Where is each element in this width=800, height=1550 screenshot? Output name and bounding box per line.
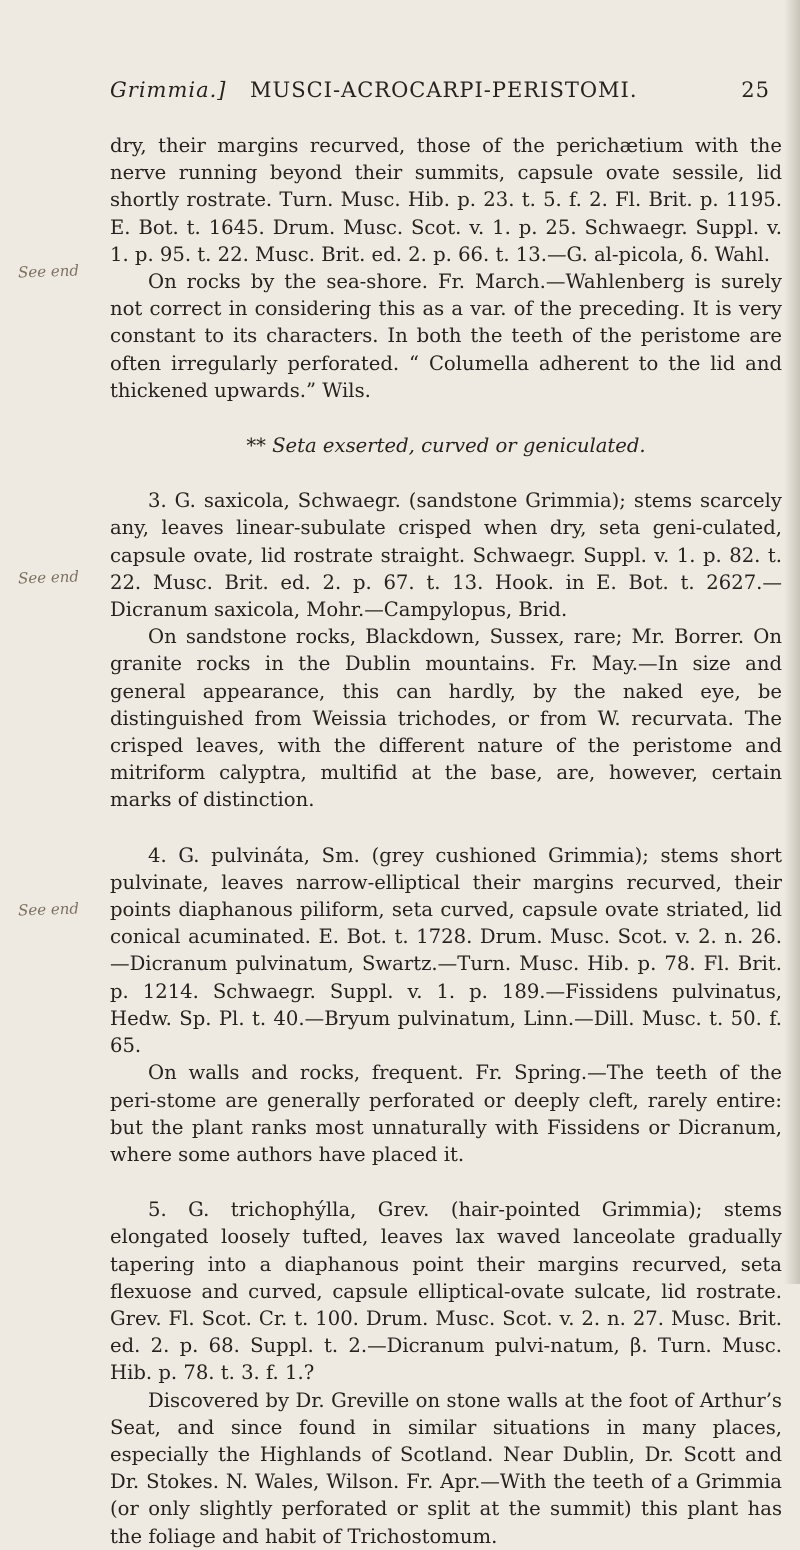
paragraph-species-4-habitat: On walls and rocks, frequent. Fr. Spring.—The teeth of the peri-stome are generally perforated or deeply cleft, rarely entire: but the plant ranks most unnaturally with Fissidens or Dicranum, where some authors have placed it. <box>110 1061 782 1166</box>
margin-note-3: See end <box>17 899 80 920</box>
running-header <box>110 78 770 112</box>
margin-note-2: See end <box>17 567 80 588</box>
paragraph-species-3: 3. G. saxicola, Schwaegr. (sandstone Grimmia); stems scarcely any, leaves linear-subulate crisped when dry, seta geni-culated, capsule ovate, lid rostrate straight. Schwaegr. Suppl. v. 1. p. 82. t. 22. Musc. Brit. ed. 2. p. 67. t. 13. Hook. in E. Bot. t. 2627.—Dicranum saxicola, Mohr.—Campylopus, Brid. <box>110 489 782 622</box>
header-genus: Grimmia.] <box>110 78 227 102</box>
section-heading: ** Seta exserted, curved or geniculated. <box>246 434 646 458</box>
margin-note-1: See end <box>17 261 80 282</box>
header-section-title: MUSCI-ACROCARPI-PERISTOMI. <box>250 78 638 102</box>
paragraph-species-4: 4. G. pulvináta, Sm. (grey cushioned Grimmia); stems short pulvinate, leaves narrow-elliptical their margins recurved, their points diaphanous piliform, seta curved, capsule ovate striated, lid conical acuminated. E. Bot. t. 1728. Drum. Musc. Scot. v. 2. n. 26.—Dicranum pulvinatum, Swartz.—Turn. Musc. Hib. p. 78. Fl. Brit. p. 1214. Schwaegr. Suppl. v. 1. p. 189.—Fissidens pulvinatus, Hedw. Sp. Pl. t. 40.—Bryum pulvinatum, Linn.—Dill. Musc. t. 50. f. 65. <box>110 843 782 1058</box>
main-text <box>110 132 782 1550</box>
page-number: 25 <box>741 78 770 102</box>
paragraph-species-description: dry, their margins recurved, those of the perichætium with the nerve running beyond their summits, capsule ovate sessile, lid shortly rostrate. Turn. Musc. Hib. p. 23. t. 5. f. 2. Fl. Brit. p. 1195. E. Bot. t. 1645. Drum. Musc. Scot. v. 1. p. 25. Schwaegr. Suppl. v. 1. p. 95. t. 22. Musc. Brit. ed. 2. p. 66. t. 13.—G. al-picola, δ. Wahl. <box>110 134 782 266</box>
paragraph-species-5-habitat: Discovered by Dr. Greville on stone walls at the foot of Arthur’s Seat, and since found in similar situations in many places, especially the Highlands of Scotland. Near Dublin, Dr. Scott and Dr. Stokes. N. Wales, Wilson. Fr. Apr.—With the teeth of a Grimmia (or only slightly perforated or split at the summit) this plant has the foliage and habit of Trichostomum. <box>110 1388 782 1548</box>
paragraph-habitat: On rocks by the sea-shore. Fr. March.—Wahlenberg is surely not correct in considering this as a var. of the preceding. It is very constant to its characters. In both the teeth of the peristome are often irregularly perforated. “ Columella adherent to the lid and thickened upwards.” Wils. <box>110 270 782 402</box>
paragraph-species-3-habitat: On sandstone rocks, Blackdown, Sussex, rare; Mr. Borrer. On granite rocks in the Dublin mountains. Fr. May.—In size and general appearance, this can hardly, by the naked eye, be distinguished from Weissia trichodes, or from W. recurvata. The crisped leaves, with the different nature of the peristome and mitriform calyptra, multifid at the base, are, however, certain marks of distinction. <box>110 625 782 812</box>
paragraph-species-5: 5. G. trichophýlla, Grev. (hair-pointed Grimmia); stems elongated loosely tufted, leaves lax waved lanceolate gradually tapering into a diaphanous point their margins recurved, seta flexuose and curved, capsule elliptical-ovate sulcate, lid rostrate. Grev. Fl. Scot. Cr. t. 100. Drum. Musc. Scot. v. 2. n. 27. Musc. Brit. ed. 2. p. 68. Suppl. t. 2.—Dicranum pulvi-natum, β. Turn. Musc. Hib. p. 78. t. 3. f. 1.? <box>110 1198 782 1385</box>
page-edge-shadow <box>784 0 800 1284</box>
